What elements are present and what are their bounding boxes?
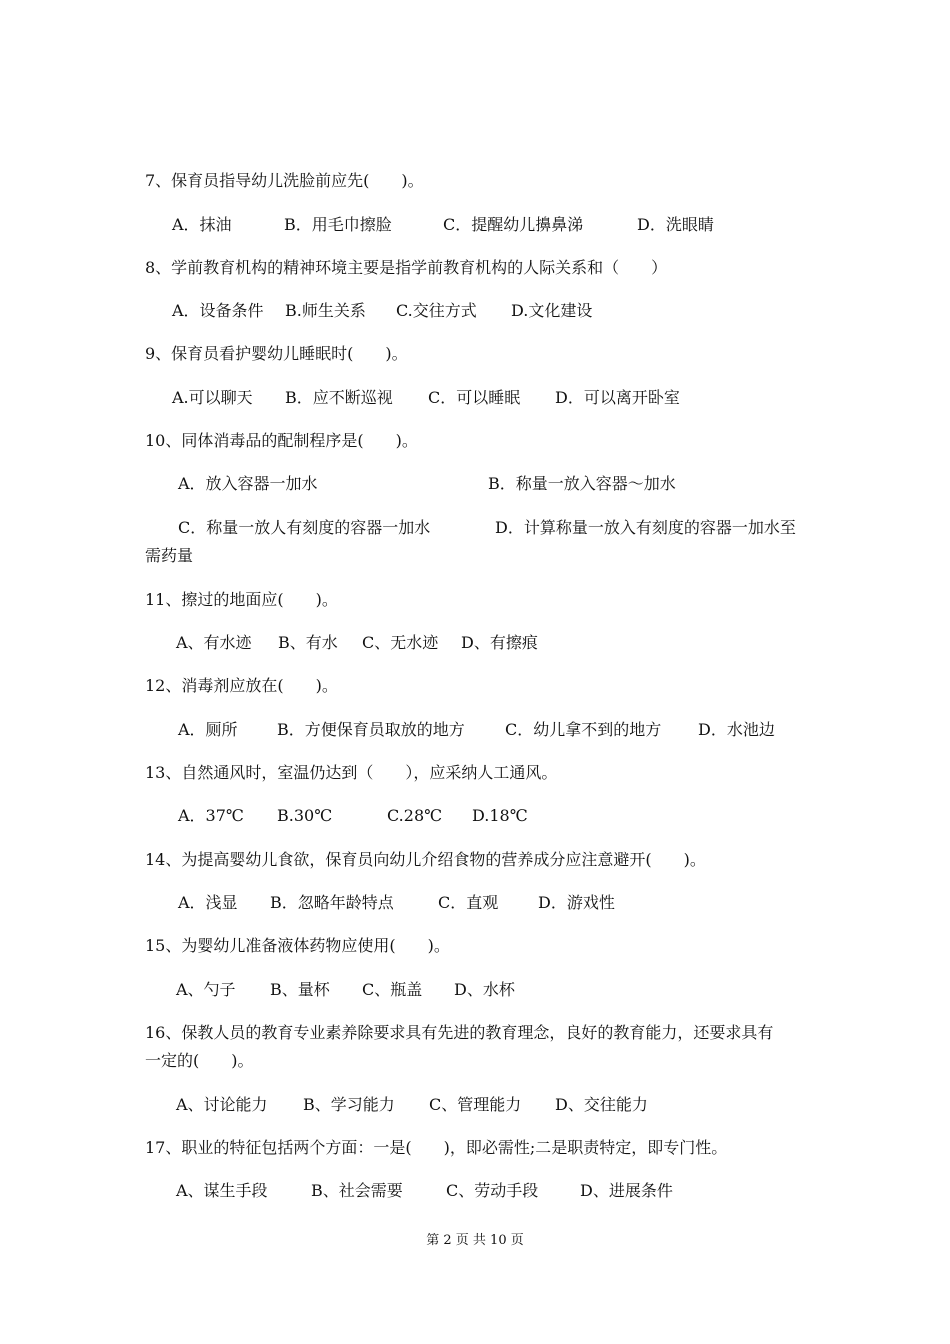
question-8-option-d: D.文化建设 bbox=[511, 301, 593, 320]
question-17-option-b: B、社会需要 bbox=[311, 1181, 403, 1200]
question-10-option-b: B．称量一放入容器～加水 bbox=[488, 474, 676, 493]
question-9-option-b: B．应不断巡视 bbox=[285, 388, 393, 407]
question-16-stem: 16、保教人员的教育专业素养除要求具有先进的教育理念，良好的教育能力，还要求具有 bbox=[145, 1023, 774, 1042]
question-14-stem: 14、为提高婴幼儿食欲，保育员向幼儿介绍食物的营养成分应注意避开( )。 bbox=[145, 850, 706, 869]
question-10-option-d: D．计算称量一放入有刻度的容器一加水至 bbox=[495, 518, 796, 537]
question-11-option-b: B、有水 bbox=[278, 633, 338, 652]
question-17-option-c: C、劳动手段 bbox=[446, 1181, 539, 1200]
question-10-option-a: A．放入容器一加水 bbox=[178, 474, 318, 493]
question-13-option-c: C.28℃ bbox=[387, 806, 443, 825]
question-15-option-d: D、水杯 bbox=[454, 980, 515, 999]
question-8-option-a: A．设备条件 bbox=[172, 301, 264, 320]
question-16-option-b: B、学习能力 bbox=[303, 1095, 395, 1114]
question-11-option-a: A、有水迹 bbox=[176, 633, 252, 652]
question-17-option-d: D、进展条件 bbox=[580, 1181, 673, 1200]
question-16-option-a: A、讨论能力 bbox=[176, 1095, 268, 1114]
question-10-continuation: 需药量 bbox=[145, 546, 194, 565]
question-16-option-d: D、交往能力 bbox=[555, 1095, 648, 1114]
question-9-option-d: D．可以离开卧室 bbox=[555, 388, 680, 407]
question-15-option-b: B、量杯 bbox=[270, 980, 330, 999]
question-8-stem: 8、学前教育机构的精神环境主要是指学前教育机构的人际关系和（ ） bbox=[145, 258, 668, 277]
question-11-option-d: D、有擦痕 bbox=[461, 633, 538, 652]
question-14-option-a: A．浅显 bbox=[178, 893, 238, 912]
question-13-option-a: A．37℃ bbox=[178, 806, 244, 825]
question-14-option-b: B．忽略年龄特点 bbox=[270, 893, 394, 912]
question-17-stem: 17、职业的特征包括两个方面：一是( )，即必需性;二是职责特定，即专门性。 bbox=[145, 1138, 728, 1157]
question-13-option-b: B.30℃ bbox=[277, 806, 333, 825]
question-14-option-d: D．游戏性 bbox=[538, 893, 615, 912]
question-7-option-c: C．提醒幼儿擤鼻涕 bbox=[443, 215, 584, 234]
question-12-option-d: D．水池边 bbox=[698, 720, 775, 739]
question-17-option-a: A、谋生手段 bbox=[176, 1181, 268, 1200]
question-16-stem-continuation: 一定的( )。 bbox=[145, 1051, 254, 1070]
question-7-option-d: D．洗眼睛 bbox=[637, 215, 714, 234]
question-13-option-d: D.18℃ bbox=[472, 806, 528, 825]
page-number-footer: 第 2 页 共 10 页 bbox=[426, 1233, 524, 1248]
question-9-option-c: C．可以睡眠 bbox=[428, 388, 521, 407]
question-15-stem: 15、为婴幼儿准备液体药物应使用( )。 bbox=[145, 936, 450, 955]
question-11-option-c: C、无水迹 bbox=[362, 633, 439, 652]
question-10-option-c: C．称量一放人有刻度的容器一加水 bbox=[178, 518, 431, 537]
question-14-option-c: C．直观 bbox=[438, 893, 499, 912]
question-16-option-c: C、管理能力 bbox=[429, 1095, 522, 1114]
question-9-stem: 9、保育员看护婴幼儿睡眠时( )。 bbox=[145, 344, 408, 363]
question-7-stem: 7、保育员指导幼儿洗脸前应先( )。 bbox=[145, 171, 424, 190]
question-15-option-a: A、勺子 bbox=[176, 980, 236, 999]
question-7-option-b: B．用毛巾擦脸 bbox=[284, 215, 392, 234]
question-9-option-a: A.可以聊天 bbox=[172, 388, 253, 407]
question-12-option-c: C．幼儿拿不到的地方 bbox=[505, 720, 662, 739]
question-11-stem: 11、擦过的地面应( )。 bbox=[145, 590, 338, 609]
question-15-option-c: C、瓶盖 bbox=[362, 980, 423, 999]
question-12-option-a: A．厕所 bbox=[178, 720, 238, 739]
question-12-stem: 12、消毒剂应放在( )。 bbox=[145, 676, 338, 695]
question-10-stem: 10、同体消毒品的配制程序是( )。 bbox=[145, 431, 418, 450]
question-8-option-c: C.交往方式 bbox=[396, 301, 477, 320]
question-7-option-a: A．抹油 bbox=[172, 215, 232, 234]
question-8-option-b: B.师生关系 bbox=[285, 301, 366, 320]
question-12-option-b: B．方便保育员取放的地方 bbox=[277, 720, 465, 739]
question-13-stem: 13、自然通风时，室温仍达到（ ），应采纳人工通风。 bbox=[145, 763, 558, 782]
